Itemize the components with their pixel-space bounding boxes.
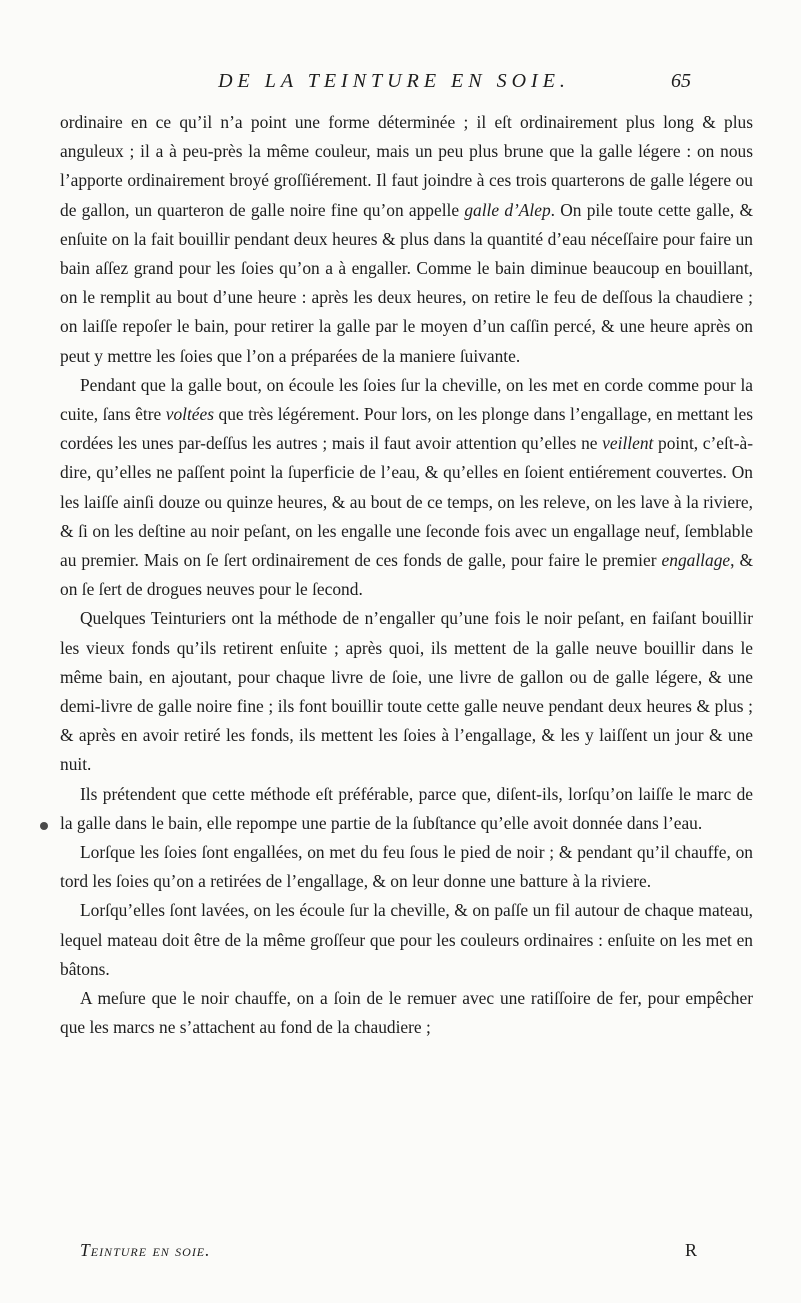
- text-run: A meſure que le noir chauffe, on a ſoin de le remuer avec une ratiſſoire de fer, pour empêcher que les marcs ne s’attachent au fond de la chaudiere ;: [60, 988, 753, 1038]
- italic-term: galle d’Alep: [464, 199, 551, 220]
- text-run: Lorſqu’elles ſont lavées, on les écoule ſur la cheville, & on paſſe un fil autour de chaque mateau, lequel mateau doit être de la même groſſeur que pour les couleurs ordinaires : enſuite on les met en bâtons.: [60, 900, 753, 979]
- paragraph: [60, 604, 753, 779]
- page-footer: [60, 1240, 753, 1270]
- paragraph: [60, 838, 753, 896]
- paragraph: [60, 371, 753, 605]
- page-number: 65: [671, 70, 691, 92]
- italic-term: voltées: [165, 404, 215, 425]
- italic-term: engallage: [661, 550, 731, 571]
- text-run: Ils prétendent que cette méthode eſt préférable, parce que, diſent-ils, lorſqu’on laiſſe le marc de la galle dans le bain, elle repompe une partie de la ſubſtance qu’elle avoit donnée dans l’eau.: [60, 783, 753, 833]
- text-run: Pendant que la galle bout, on écoule les ſoies ſur la cheville, on les met en corde comme pour la cuite, ſans être: [60, 374, 753, 425]
- text-run: ordinaire en ce qu’il n’a point une forme déterminée ; il eſt ordinairement plus long & plus anguleux ; il a à peu-près la même couleur, mais un peu plus brune que la galle légere : on nous l’apporte ordinairement broyé groſſiérement. Il faut joindre à ces trois quarterons de galle légere ou de gallon, un quarteron de galle noire fine qu’on appelle: [60, 112, 753, 220]
- margin-ink-dot: [40, 822, 48, 830]
- text-run: Lorſque les ſoies ſont engallées, on met du feu ſous le pied de noir ; & pendant qu’il chauffe, on tord les ſoies qu’on a retirées de l’engallage, & on leur donne une batture à la riviere.: [60, 842, 753, 892]
- italic-term: veillent: [602, 433, 654, 454]
- text-run: . On pile toute cette galle, & enſuite on la fait bouillir pendant deux heures & plus dans la quantité d’eau néceſſaire pour faire un bain aſſez grand pour les ſoies qu’on a à engaller. Comme le bain diminue beaucoup en bouillant, on le remplit au bout d’une heure : après les deux heures, on retire le feu de deſſous la chaudiere ; on laiſſe repoſer le bain, pour retirer la galle par le moyen d’un caſſin percé, & une heure après on peut y mettre les ſoies que l’on a préparées de la maniere ſuivante.: [60, 199, 753, 366]
- paragraph: [60, 984, 753, 1042]
- signature-line: Teinture en soie.: [80, 1240, 211, 1260]
- running-title: DE LA TEINTURE EN SOIE.: [218, 70, 570, 92]
- text-run: point, c’eſt-à-dire, qu’elles ne paſſent point la ſuperficie de l’eau, & qu’elles en ſoient entiérement couvertes. On les laiſſe ainſi douze ou quinze heures, & au bout de ce temps, on les releve, on les lave à la riviere, & ſi on les deſtine au noir peſant, on les engalle une ſeconde fois avec un engallage neuf, ſemblable au premier. Mais on ſe ſert ordinairement de ces fonds de galle, pour faire le premier: [60, 433, 753, 571]
- signature-mark: R: [685, 1240, 698, 1260]
- running-head: [0, 70, 801, 100]
- text-run: , & on ſe ſert de drogues neuves pour le ſecond.: [60, 550, 753, 600]
- paragraph: [60, 896, 753, 984]
- text-run: que très légérement. Pour lors, on les plonge dans l’engallage, en mettant les cordées les unes par-deſſus les autres ; mais il faut avoir attention qu’elles ne: [60, 404, 753, 454]
- text-run: Quelques Teinturiers ont la méthode de n’engaller qu’une fois le noir peſant, en faiſant bouillir les vieux fonds qu’ils retirent enſuite ; après quoi, ils mettent de la galle neuve bouillir dans le même bain, en ajoutant, pour chaque livre de ſoie, une livre de gallon ou de galle légere, & une demi-livre de galle noire fine ; ils font bouillir toute cette galle neuve pendant deux heures & plus ; & après en avoir retiré les fonds, ils mettent les ſoies à l’engallage, & les y laiſſent un jour & une nuit.: [60, 608, 753, 775]
- paragraph: [60, 108, 753, 371]
- paragraph: [60, 780, 753, 838]
- body-text: [60, 108, 753, 1043]
